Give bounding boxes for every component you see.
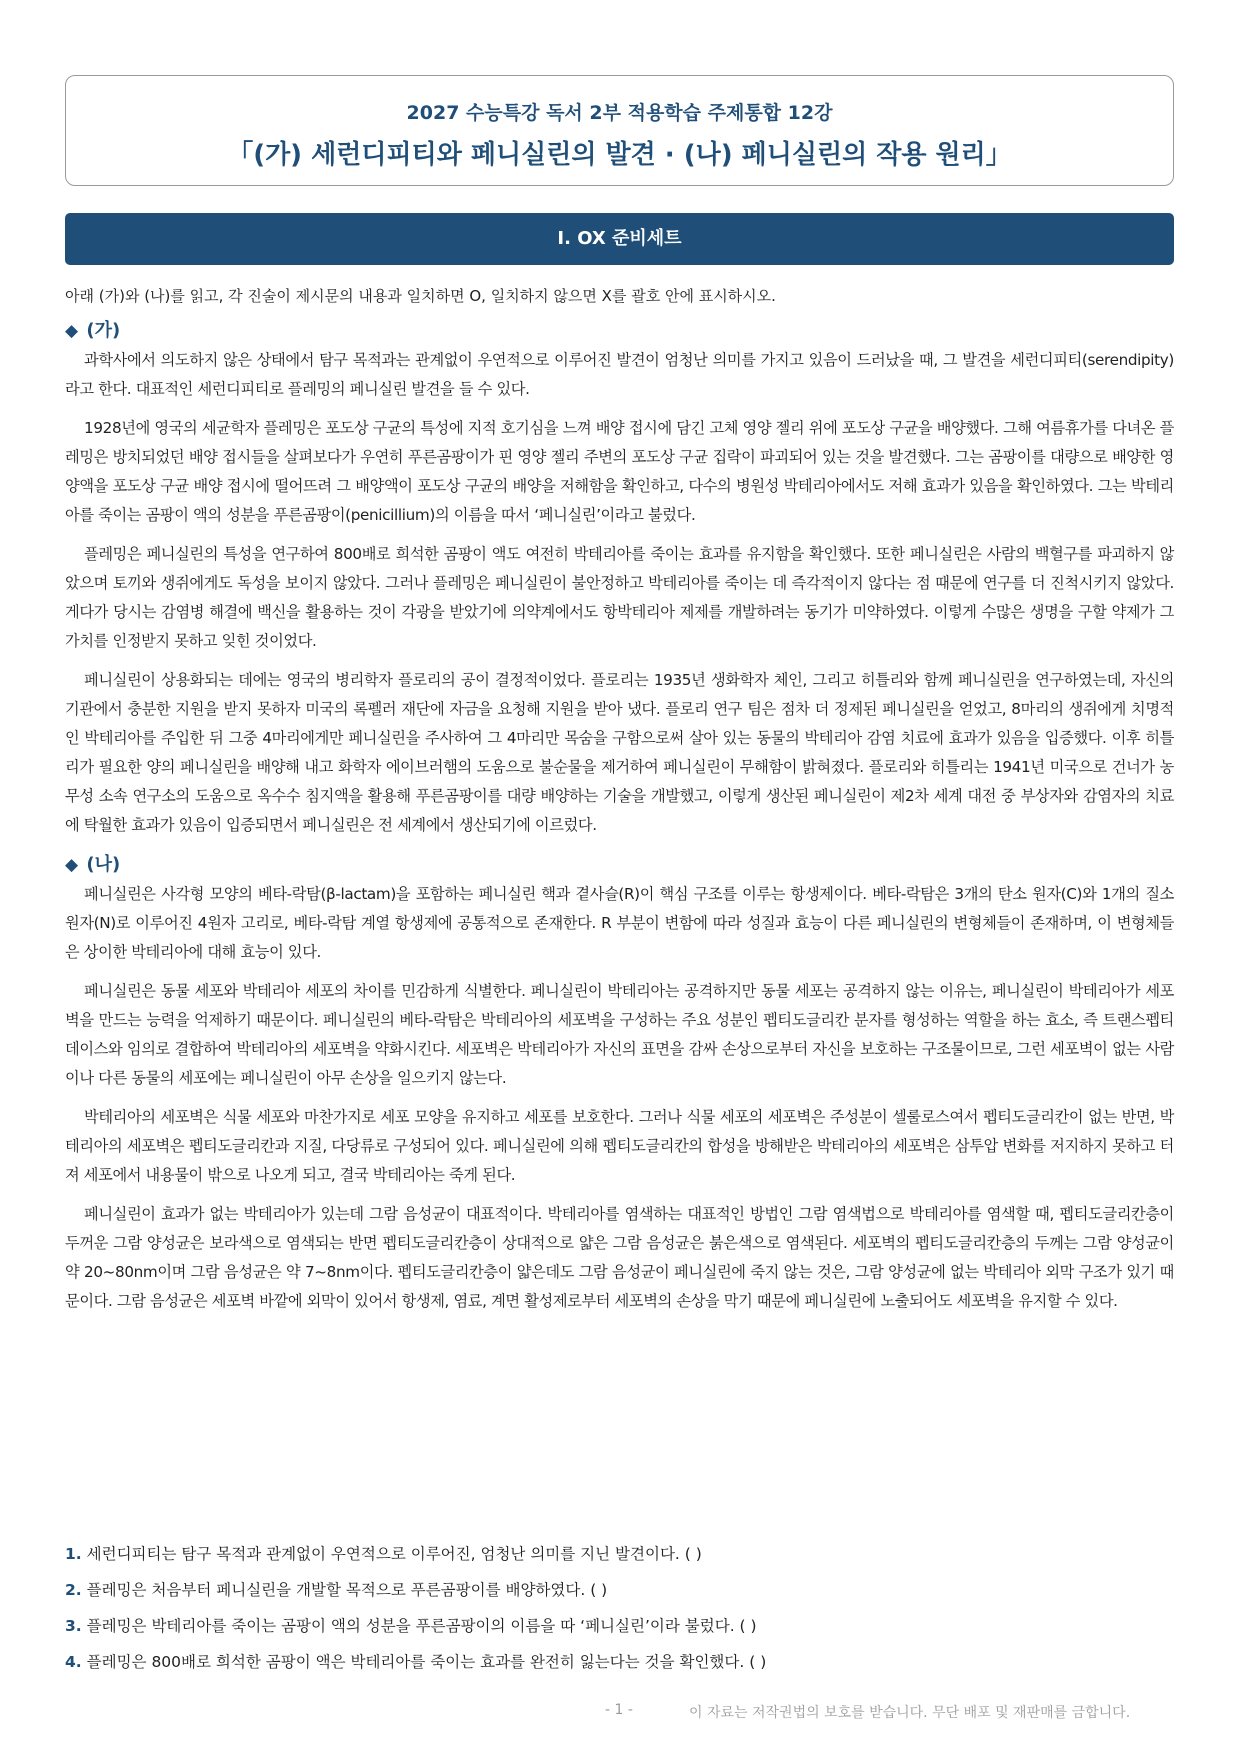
paragraph: 과학사에서 의도하지 않은 상태에서 탐구 목적과는 관계없이 우연적으로 이루어진 발견이 엄청난 의미를 가지고 있음이 드러났을 때, 그 발견을 세런디피티(serendipity)라고 한다. 대표적인 세런디피티로 플레밍의 페니실린 발견을 들 수 있다. bbox=[65, 351, 1174, 398]
paragraph: 페니실린이 효과가 없는 박테리아가 있는데 그람 음성균이 대표적이다. 박테리아를 염색하는 대표적인 방법인 그람 염색법으로 박테리아를 염색할 때, 펩티도글리칸층이 두꺼운 그람 양성균은 보라색으로 염색되는 반면 펩티도글리칸층이 상대적으로 얇은 그람 음성균은 붉은색으로 염색된다. 세포벽의 펩티도글리칸층의 두께는 그람 양성균이 약 20~80nm이며 그람 음성균은 약 7~8nm이다. 펩티도글리칸층이 얇은데도 그람 음성균이 페니실린에 죽지 않는 것은, 그람 양성균에 없는 박테리아 외막 구조가 있기 때문이다. 그람 음성균은 세포벽 바깥에 외막이 있어서 항생제, 염료, 계면 활성제로부터 세포벽의 손상을 막기 때문에 페니실린에 노출되어도 세포벽을 유지할 수 있다. bbox=[65, 1205, 1174, 1310]
question-number: 2. bbox=[65, 1581, 82, 1599]
passage-b-label bbox=[65, 850, 1174, 876]
paragraph: 플레밍은 페니실린의 특성을 연구하여 800배로 희석한 곰팡이 액도 여전히 박테리아를 죽이는 효과를 유지함을 확인했다. 또한 페니실린은 사람의 백혈구를 파괴하지 않았으며 토끼와 생쥐에게도 독성을 보이지 않았다. 그러나 플레밍은 페니실린이 불안정하고 박테리아를 죽이는 데 즉각적이지 않다는 점 때문에 연구를 더 진척시키지 않았다. 게다가 당시는 감염병 해결에 백신을 활용하는 것이 각광을 받았기에 의약계에서도 항박테리아 제제를 개발하려는 동기가 미약하였다. 이렇게 수많은 생명을 구할 약제가 그 가치를 인정받지 못하고 잊힌 것이었다. bbox=[65, 545, 1174, 650]
copyright-notice: 이 자료는 저작권법의 보호를 받습니다. 무단 배포 및 재판매를 금합니다. bbox=[689, 1705, 1131, 1721]
paragraph: 페니실린이 상용화되는 데에는 영국의 병리학자 플로리의 공이 결정적이었다. 플로리는 1935년 생화학자 체인, 그리고 히틀리와 함께 페니실린을 연구하였는데, 자신의 기관에서 충분한 지원을 받지 못하자 미국의 록펠러 재단에 자금을 요청해 지원을 받아 냈다. 플로리 연구 팀은 점차 더 정제된 페니실린을 얻었고, 8마리의 생쥐에게 치명적인 박테리아를 주입한 뒤 그중 4마리에게만 페니실린을 주사하여 그 4마리만 목숨을 구함으로써 살아 있는 동물의 박테리아 감염 치료에 효과가 있음을 입증했다. 이후 히틀리가 필요한 양의 페니실린을 배양해 내고 화학자 에이브러햄의 도움으로 불순물을 제거하여 페니실린이 무해함이 밝혀졌다. 플로리와 히틀리는 1941년 미국으로 건너가 농무성 소속 연구소의 도움으로 옥수수 침지액을 활용해 푸른곰팡이를 대량 배양하는 기술을 개발했고, 이렇게 생산된 페니실린이 제2차 세계 대전 중 부상자와 감염자의 치료에 탁월한 효과가 있음이 입증되면서 페니실린은 전 세계에서 생산되기에 이르렀다. bbox=[65, 671, 1174, 834]
question-item[interactable] bbox=[65, 1572, 1174, 1608]
question-item[interactable] bbox=[65, 1536, 1174, 1572]
worksheet-subtitle: 2027 수능특강 독서 2부 적용학습 주제통합 12강 bbox=[406, 102, 833, 124]
passage-content bbox=[65, 282, 1174, 1326]
page-number: - 1 - bbox=[605, 1702, 633, 1718]
question-number: 4. bbox=[65, 1653, 82, 1671]
section-header: Ⅰ. OX 준비세트 bbox=[65, 213, 1174, 265]
question-text: 플레밍은 800배로 희석한 곰팡이 액은 박테리아를 죽이는 효과를 완전히 잃는다는 것을 확인했다. ( ) bbox=[86, 1653, 767, 1671]
question-list bbox=[65, 1536, 1174, 1680]
passage-a-label-text: (가) bbox=[86, 320, 121, 341]
passage-b-label-text: (나) bbox=[86, 854, 121, 875]
paragraph: 페니실린은 동물 세포와 박테리아 세포의 차이를 민감하게 식별한다. 페니실린이 박테리아는 공격하지만 동물 세포는 공격하지 않는 이유는, 페니실린이 박테리아가 세포벽을 만드는 능력을 억제하기 때문이다. 페니실린의 베타-락탐은 박테리아의 세포벽을 구성하는 주요 성분인 펩티도글리칸 분자를 형성하는 역할을 하는 효소, 즉 트랜스펩티데이스와 임의로 결합하여 박테리아의 세포벽을 약화시킨다. 세포벽은 박테리아가 자신의 표면을 감싸 손상으로부터 자신을 보호하는 구조물이므로, 그런 세포벽이 없는 사람이나 다른 동물의 세포에는 페니실린이 아무 손상을 일으키지 않는다. bbox=[65, 982, 1174, 1087]
paragraph: 박테리아의 세포벽은 식물 세포와 마찬가지로 세포 모양을 유지하고 세포를 보호한다. 그러나 식물 세포의 세포벽은 주성분이 셀룰로스여서 펩티도글리칸이 없는 반면, 박테리아의 세포벽은 펩티도글리칸과 지질, 다당류로 구성되어 있다. 페니실린에 의해 펩티도글리칸의 합성을 방해받은 박테리아의 세포벽은 삼투압 변화를 저지하지 못하고 터져 세포에서 내용물이 밖으로 나오게 되고, 결국 박테리아는 죽게 된다. bbox=[65, 1108, 1174, 1184]
question-item[interactable] bbox=[65, 1644, 1174, 1680]
instruction-text: 아래 (가)와 (나)를 읽고, 각 진술이 제시문의 내용과 일치하면 O, 일치하지 않으면 X를 괄호 안에 표시하시오. bbox=[65, 287, 776, 305]
question-text: 플레밍은 처음부터 페니실린을 개발할 목적으로 푸른곰팡이를 배양하였다. ( ) bbox=[86, 1581, 608, 1599]
diamond-icon: ◆ bbox=[65, 855, 79, 875]
paragraph: 1928년에 영국의 세균학자 플레밍은 포도상 구균의 특성에 지적 호기심을 느껴 배양 접시에 담긴 고체 영양 젤리 위에 포도상 구균을 배양했다. 그해 여름휴가를 다녀온 플레밍은 방치되었던 배양 접시들을 살펴보다가 우연히 푸른곰팡이가 핀 영양 젤리 주변의 포도상 구균 집락이 파괴되어 있는 것을 발견했다. 그는 곰팡이를 대량으로 배양한 영양액을 포도상 구균 배양 접시에 떨어뜨려 그 배양액이 포도상 구균의 배양을 저해함을 확인하고, 다수의 병원성 박테리아에서도 저해 효과가 있음을 확인하였다. 그는 박테리아를 죽이는 곰팡이 액의 성분을 푸른곰팡이(penicillium)의 이름을 따서 ‘페니실린’이라고 불렀다. bbox=[65, 419, 1174, 524]
paragraph: 페니실린은 사각형 모양의 베타-락탐(β-lactam)을 포함하는 페니실린 핵과 곁사슬(R)이 핵심 구조를 이루는 항생제이다. 베타-락탐은 3개의 탄소 원자(C)와 1개의 질소 원자(N)로 이루어진 4원자 고리로, 베타-락탐 계열 항생제에 공통적으로 존재한다. R 부분이 변함에 따라 성질과 효능이 다른 페니실린의 변형체들이 존재하며, 이 변형체들은 상이한 박테리아에 대해 효능이 있다. bbox=[65, 885, 1174, 961]
worksheet-title: 「(가) 세런디피티와 페니실린의 발견 · (나) 페니실린의 작용 원리」 bbox=[227, 140, 1012, 170]
title-box bbox=[65, 75, 1174, 186]
passage-a-label bbox=[65, 316, 1174, 342]
question-number: 1. bbox=[65, 1545, 82, 1563]
question-text: 세런디피티는 탐구 목적과 관계없이 우연적으로 이루어진, 엄청난 의미를 지닌 발견이다. ( ) bbox=[86, 1545, 702, 1563]
question-item[interactable] bbox=[65, 1608, 1174, 1644]
question-text: 플레밍은 박테리아를 죽이는 곰팡이 액의 성분을 푸른곰팡이의 이름을 따 ‘페니실린’이라 불렀다. ( ) bbox=[86, 1617, 757, 1635]
diamond-icon: ◆ bbox=[65, 321, 79, 341]
question-number: 3. bbox=[65, 1617, 82, 1635]
